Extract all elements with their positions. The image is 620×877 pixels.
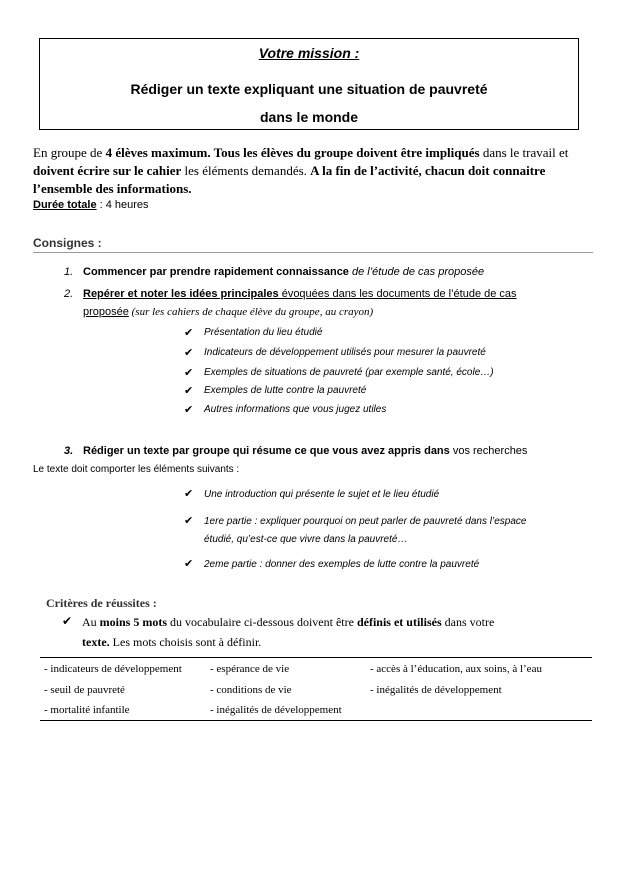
checkmark-icon: ✔ xyxy=(184,326,194,339)
checkmark-icon: ✔ xyxy=(184,557,194,570)
consignes-heading: Consignes : xyxy=(33,236,102,250)
texte-intro: Le texte doit comporter les éléments suivants : xyxy=(33,464,240,475)
check-item: Une introduction qui présente le sujet et le lieu étudié xyxy=(204,489,440,500)
mission-box xyxy=(39,38,579,130)
mission-line-1: Rédiger un texte expliquant une situation de pauvreté xyxy=(130,81,488,97)
divider xyxy=(33,252,593,253)
step-1: Commencer par prendre rapidement connaissance de l’étude de cas proposée xyxy=(83,266,485,278)
check-item: 1ere partie : expliquer pourquoi on peut parler de pauvreté dans l’espace xyxy=(204,516,527,527)
checkmark-icon: ✔ xyxy=(184,487,194,500)
vocab-word: - espérance de vie xyxy=(210,663,290,675)
mission-title: Votre mission : xyxy=(258,45,360,61)
check-item: Indicateurs de développement utilisés pour mesurer la pauvreté xyxy=(204,347,486,358)
checkmark-icon: ✔ xyxy=(184,366,194,379)
vocab-word: - indicateurs de développement xyxy=(44,663,182,675)
checkmark-icon: ✔ xyxy=(184,346,194,359)
step-2-line2: proposée (sur les cahiers de chaque élève du groupe, au crayon) xyxy=(83,306,374,318)
vocab-word: - inégalités de développement xyxy=(370,684,502,696)
checkmark-icon: ✔ xyxy=(62,614,73,628)
checkmark-icon: ✔ xyxy=(184,514,194,527)
step-number: 2. xyxy=(64,288,74,300)
check-item-line2: étudié, qu’est-ce que vivre dans la pauvreté… xyxy=(204,534,408,545)
duree-totale: Durée totale : 4 heures xyxy=(33,199,149,211)
step-number: 1. xyxy=(64,266,74,278)
check-item: Exemples de situations de pauvreté (par exemple santé, école…) xyxy=(204,367,494,378)
vocabulary-table xyxy=(40,657,592,721)
vocab-word: - mortalité infantile xyxy=(44,704,130,716)
criteres-text-line2: texte. Les mots choisis sont à définir. xyxy=(82,635,262,649)
vocab-word: - inégalités de développement xyxy=(210,704,342,716)
checkmark-icon: ✔ xyxy=(184,403,194,416)
step-2: Repérer et noter les idées principales évoquées dans les documents de l’étude de cas xyxy=(83,288,517,300)
criteres-heading: Critères de réussites : xyxy=(46,596,157,610)
check-item: Autres informations que vous jugez utiles xyxy=(204,404,387,415)
check-item: Présentation du lieu étudié xyxy=(204,327,323,338)
intro-paragraph: En groupe de 4 élèves maximum. Tous les élèves du groupe doivent être impliqués dans le travail et doivent écrire sur le cahier les éléments demandés. A la fin de l’activité, chacun doit connaitre l’ensemble des informations. xyxy=(33,145,569,196)
check-item: Exemples de lutte contre la pauvreté xyxy=(204,385,367,396)
step-number: 3. xyxy=(64,445,74,457)
mission-line-2: dans le monde xyxy=(259,109,359,125)
vocab-word: - accès à l’éducation, aux soins, à l’eau xyxy=(370,663,542,675)
criteres-text-line1: Au moins 5 mots du vocabulaire ci-dessous doivent être définis et utilisés dans votre xyxy=(82,615,495,629)
check-item: 2eme partie : donner des exemples de lutte contre la pauvreté xyxy=(204,559,480,570)
step-3: Rédiger un texte par groupe qui résume ce que vous avez appris dans vos recherches xyxy=(83,445,528,457)
vocab-word: - conditions de vie xyxy=(210,684,292,696)
checkmark-icon: ✔ xyxy=(184,384,194,397)
vocab-word: - seuil de pauvreté xyxy=(44,684,125,696)
